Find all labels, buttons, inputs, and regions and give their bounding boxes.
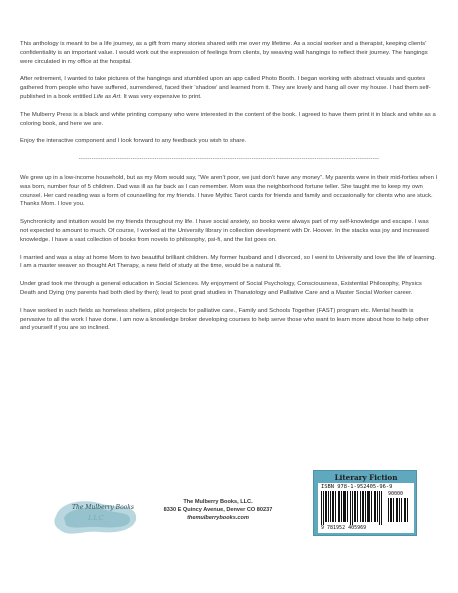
paragraph-mulberry-press: The Mulberry Press is a black and white printing company who were interested in the content of the book. I agreed to have them print it in black and white as a coloring book, and here we are.: [20, 111, 436, 127]
logo-wordmark: The Mulberry Books: [71, 504, 135, 511]
cover-footer: [0, 470, 458, 540]
paragraph-anthology: This anthology is meant to be a life journey, as a gift from many stories shared with me over my lifetime. As a social worker and a therapist, keeping clients’ confidentiality is an important value. I would work out the expression of feelings from clients, by weaving wall hangings to reflect their journey. The hangings were circulated in my office at the hospital.: [20, 41, 428, 65]
price-barcode-icon: [388, 498, 410, 522]
publisher-url[interactable]: themulberrybooks.com: [187, 515, 249, 521]
genre-label: Literary Fiction: [334, 473, 398, 482]
paragraph-education: Under grad took me through a general education in Social Sciences. My enjoyment of Social Psychology, Consciousness, Existential Philosophy, Physics Death and Dying (my parents had both died by then); lead to post grad studies in Thanatology and Palliative Care and a Master Social Worker career.: [20, 281, 422, 296]
paragraph-marriage: I married and was a stay at home Mom to two beautiful brilliant children. My former husband and I divorced, so I went to University and love the life of learning. I am a master weaver so thought Art Therapy, a new field of study at the time, would be a natural fit.: [20, 254, 437, 270]
paragraph-retirement: [20, 75, 438, 101]
paragraph-career: I have worked in such fields as homeless shelters, pilot projects for palliative care., Family and Schools Together (FAST) program etc. Mental health is pervasive to all the work I have done. I am now a knowledge broker developing courses to help serve those who want to learn more about how to help other and yourself if you are so inclined.: [20, 307, 429, 332]
barcode-block: [318, 483, 414, 533]
paragraph-childhood: We grew up in a low-income household, but as my Mom would say, “We aren’t poor, we just don’t have any money”. My parents were in their mid-forties when I was born, number four of 5 children. Dad was ill as far back as I can remember. Mom was the neighborhood fortune teller. She taught me to keep my own counsel. Her card reading was a form of counselling for my friends. I have Mythic Tarot cards for friends and family and occasionally for clients who are stuck. Thanks Mom. I love you.: [20, 174, 438, 208]
publisher-logo: [50, 494, 140, 542]
dashed-divider: -------------------------------------------------------------------------------------------------------------------------------------------: [78, 156, 380, 163]
publisher-address: 8330 E Quincy Avenue, Denver CO 80237: [163, 507, 273, 513]
price-code: 90000: [388, 491, 404, 497]
paragraph-retirement-start: After retirement, I wanted to take pictures of the hangings and stumbled upon an app called Photo Booth. I began working with abstract visuals and quotes gathered from people who have suffered, surrendered, faced their ‘shadow’ and learned from it. They are lovely and hang all over my house. I had them self-published in a book entitled: [20, 76, 431, 100]
ean-digits: 9 781952 405969: [321, 525, 367, 531]
ean-barcode-icon: [321, 491, 385, 525]
paragraph-synchronicity: Synchronicity and intuition would be my friends throughout my life. I have social anxiety, so books were always part of my self-knowledge and escape. I was not expected to amount to much. Of course, I worked at the University library in collection development with Dr. Hoover. In the stacks was joy and increased knowledge. I have a vast collection of books from novels to philosophy, psi-fi, and the list goes on.: [20, 219, 429, 243]
isbn-text: ISBN 978-1-952405-96-9: [321, 484, 393, 490]
publisher-info: [158, 498, 278, 522]
cover-body-text: [20, 40, 438, 342]
paragraph-enjoy: Enjoy the interactive component and I look forward to any feedback you wish to share.: [20, 138, 247, 145]
barcode-panel: [313, 470, 417, 536]
publisher-name: The Mulberry Books, LLC.: [183, 499, 253, 505]
book-title-life-as-art: Life as Art: [93, 93, 121, 100]
logo-llc: LLC: [88, 514, 105, 522]
paragraph-retirement-end: . It was very expensive to print.: [120, 93, 202, 100]
